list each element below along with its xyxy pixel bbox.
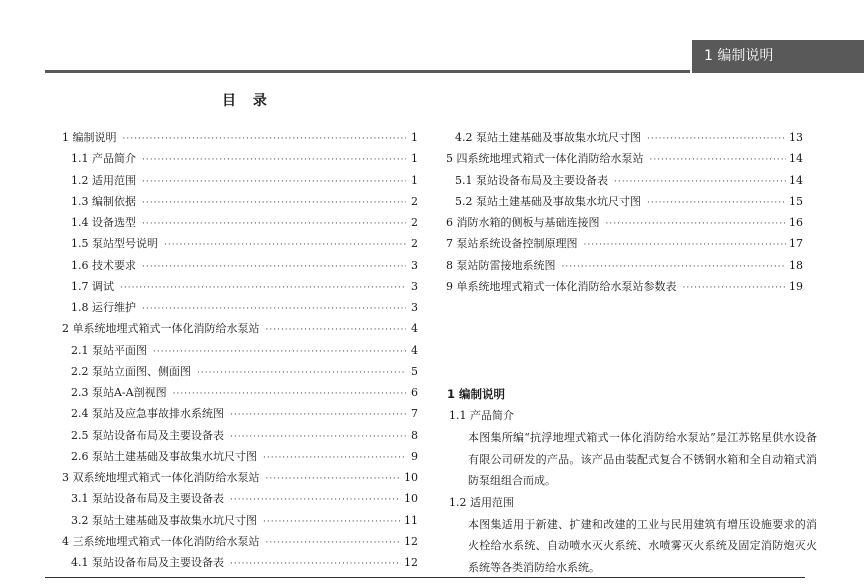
toc-leader-dots — [266, 469, 402, 490]
toc-leader-dots — [142, 150, 406, 171]
toc-entry[interactable] — [62, 233, 418, 254]
toc-entry-label: 1.7 调试 — [71, 279, 114, 293]
toc-entry[interactable] — [62, 552, 418, 573]
toc-entry-label: 5.2 泵站土建基础及事故集水坑尺寸图 — [455, 194, 641, 208]
toc-entry[interactable] — [446, 276, 803, 297]
toc-page-number: 8 — [411, 428, 418, 442]
toc-leader-dots — [230, 554, 401, 575]
toc-entry[interactable] — [62, 170, 418, 191]
toc-leader-dots — [120, 278, 406, 299]
toc-entry[interactable] — [62, 148, 418, 169]
toc-entry[interactable] — [62, 446, 418, 467]
toc-entry[interactable] — [62, 127, 418, 148]
header-rule — [45, 70, 690, 73]
toc-entry[interactable] — [446, 170, 803, 191]
toc-page-number: 9 — [411, 449, 418, 463]
toc-page-number: 10 — [404, 471, 418, 484]
section-intro — [447, 383, 817, 578]
toc-entry-label: 4.1 泵站设备布局及主要设备表 — [71, 556, 224, 569]
toc-leader-dots — [606, 214, 787, 235]
toc-entry-label: 1 编制说明 — [62, 131, 117, 144]
subsection-title: 1.2 适用范围 — [449, 495, 514, 509]
toc-entry-label: 6 消防水箱的侧板与基础连接图 — [446, 216, 600, 229]
toc-entry[interactable] — [62, 340, 418, 361]
toc-entry-label: 2.3 泵站A-A剖视图 — [71, 386, 167, 399]
toc-title: 目 录 — [222, 93, 273, 109]
toc-page-number: 12 — [404, 556, 418, 569]
toc-entry[interactable] — [62, 276, 418, 297]
toc-page-number: 1 — [411, 131, 418, 144]
toc-entry[interactable] — [62, 531, 418, 552]
toc-entry-label: 7 泵站系统设备控制原理图 — [446, 237, 578, 251]
toc-page-number: 7 — [411, 407, 418, 421]
subsection-text: 本图集所编“抗浮地埋式箱式一体化消防给水泵站”是江苏铭星供水设备有限公司研发的产品。该产品由装配式复合不锈钢水箱和全自动箱式消防泵组组合而成。 — [468, 431, 817, 487]
toc-entry-label: 2.6 泵站土建基础及事故集水坑尺寸图 — [71, 449, 257, 463]
toc-leader-dots — [142, 193, 406, 214]
toc-leader-dots — [142, 214, 406, 235]
toc-leader-dots — [230, 405, 406, 426]
toc-page-number: 2 — [411, 216, 418, 229]
toc-entry-label: 5 四系统地埋式箱式一体化消防给水泵站 — [446, 152, 644, 166]
toc-entry[interactable] — [62, 425, 418, 446]
toc-page-number: 19 — [789, 279, 803, 293]
toc-leader-dots — [614, 172, 786, 193]
toc-leader-dots — [584, 235, 787, 256]
toc-page-number: 2 — [411, 194, 418, 208]
toc-page-number: 13 — [789, 131, 803, 144]
toc-leader-dots — [263, 448, 406, 469]
toc-entry-label: 1.5 泵站型号说明 — [71, 237, 158, 251]
toc-entry[interactable] — [62, 361, 418, 382]
toc-page-number: 1 — [411, 173, 418, 187]
toc-entry-label: 1.4 设备选型 — [71, 216, 136, 229]
toc-leader-dots — [142, 257, 406, 278]
toc-entry[interactable] — [446, 212, 803, 233]
toc-entry[interactable] — [62, 510, 418, 531]
toc-leader-dots — [266, 320, 407, 341]
toc-leader-dots — [562, 257, 787, 278]
toc-page-number: 3 — [411, 301, 418, 314]
toc-entry-label: 1.6 技术要求 — [71, 258, 136, 272]
toc-entry[interactable] — [62, 191, 418, 212]
subsection-title: 1.1 产品简介 — [449, 409, 514, 422]
toc-page-number: 4 — [411, 343, 418, 357]
toc-entry-label: 1.8 运行维护 — [71, 301, 136, 314]
toc-leader-dots — [173, 384, 406, 405]
toc-entry[interactable] — [62, 212, 418, 233]
toc-entry-label: 2.2 泵站立面图、侧面图 — [71, 364, 191, 378]
toc-page-number: 11 — [404, 513, 418, 527]
toc-page-number: 10 — [404, 492, 418, 506]
toc-entry-label: 2.5 泵站设备布局及主要设备表 — [71, 428, 224, 442]
toc-entry-label: 4.2 泵站土建基础及事故集水坑尺寸图 — [455, 131, 641, 144]
subsection-text: 本图集适用于新建、扩建和改建的工业与民用建筑有增压设施要求的消火栓给水系统、自动喷水灭火系统、水喷雾灭火系统及固定消防炮灭火系统等各类消防给水系统。 — [468, 517, 817, 574]
toc-entry-label: 5.1 泵站设备布局及主要设备表 — [455, 173, 608, 187]
toc-page-number: 3 — [411, 279, 418, 293]
toc-entry[interactable] — [446, 127, 803, 148]
toc-entry[interactable] — [62, 318, 418, 339]
toc-entry-label: 1.3 编制依据 — [71, 194, 136, 208]
toc-left-column — [62, 127, 418, 573]
toc-entry[interactable] — [446, 255, 803, 276]
toc-entry-label: 9 单系统地埋式箱式一体化消防给水泵站参数表 — [446, 279, 677, 293]
toc-page-number: 3 — [411, 258, 418, 272]
toc-entry[interactable] — [62, 403, 418, 424]
toc-entry[interactable] — [446, 233, 803, 254]
toc-entry[interactable] — [62, 382, 418, 403]
toc-page-number: 5 — [411, 364, 418, 378]
toc-entry-label: 8 泵站防雷接地系统图 — [446, 258, 556, 272]
toc-page-number: 6 — [411, 386, 418, 399]
toc-page-number: 15 — [789, 194, 803, 208]
toc-entry[interactable] — [446, 148, 803, 169]
toc-leader-dots — [197, 363, 406, 384]
toc-page-number: 14 — [789, 173, 803, 187]
toc-entry[interactable] — [62, 488, 418, 509]
toc-entry-label: 4 三系统地埋式箱式一体化消防给水泵站 — [62, 534, 260, 548]
toc-leader-dots — [647, 129, 786, 150]
toc-leader-dots — [142, 299, 406, 320]
toc-entry-label: 2.4 泵站及应急事故排水系统图 — [71, 407, 224, 421]
toc-leader-dots — [683, 278, 787, 299]
toc-entry[interactable] — [62, 297, 418, 318]
chapter-tab: 1 编制说明 — [692, 40, 864, 73]
toc-entry-label: 1.2 适用范围 — [71, 173, 136, 187]
toc-entry-label: 3.1 泵站设备布局及主要设备表 — [71, 492, 224, 506]
toc-page-number: 4 — [411, 322, 418, 336]
toc-leader-dots — [123, 129, 407, 150]
toc-leader-dots — [647, 193, 786, 214]
toc-page-number: 1 — [411, 152, 418, 166]
toc-entry-label: 2.1 泵站平面图 — [71, 343, 147, 357]
toc-page-number: 14 — [789, 152, 803, 166]
toc-entry-label: 2 单系统地埋式箱式一体化消防给水泵站 — [62, 322, 260, 336]
toc-right-column — [446, 127, 803, 297]
toc-page-number: 17 — [789, 237, 803, 251]
toc-entry[interactable] — [62, 467, 418, 488]
toc-leader-dots — [153, 342, 406, 363]
toc-entry-label: 3 双系统地埋式箱式一体化消防给水泵站 — [62, 471, 260, 484]
toc-leader-dots — [263, 512, 401, 533]
toc-page-number: 2 — [411, 237, 418, 251]
toc-leader-dots — [266, 533, 402, 554]
toc-page-number: 12 — [404, 534, 418, 548]
toc-leader-dots — [650, 150, 787, 171]
toc-page-number: 18 — [789, 258, 803, 272]
toc-leader-dots — [230, 427, 406, 448]
toc-entry[interactable] — [446, 191, 803, 212]
toc-page-number: 16 — [789, 216, 803, 229]
toc-entry-label: 1.1 产品简介 — [71, 152, 136, 166]
toc-leader-dots — [164, 235, 406, 256]
toc-entry-label: 3.2 泵站土建基础及事故集水坑尺寸图 — [71, 513, 257, 527]
toc-leader-dots — [230, 490, 401, 511]
footer-rule — [45, 577, 805, 578]
toc-leader-dots — [142, 172, 406, 193]
toc-entry[interactable] — [62, 255, 418, 276]
section-heading: 1 编制说明 — [447, 387, 506, 401]
